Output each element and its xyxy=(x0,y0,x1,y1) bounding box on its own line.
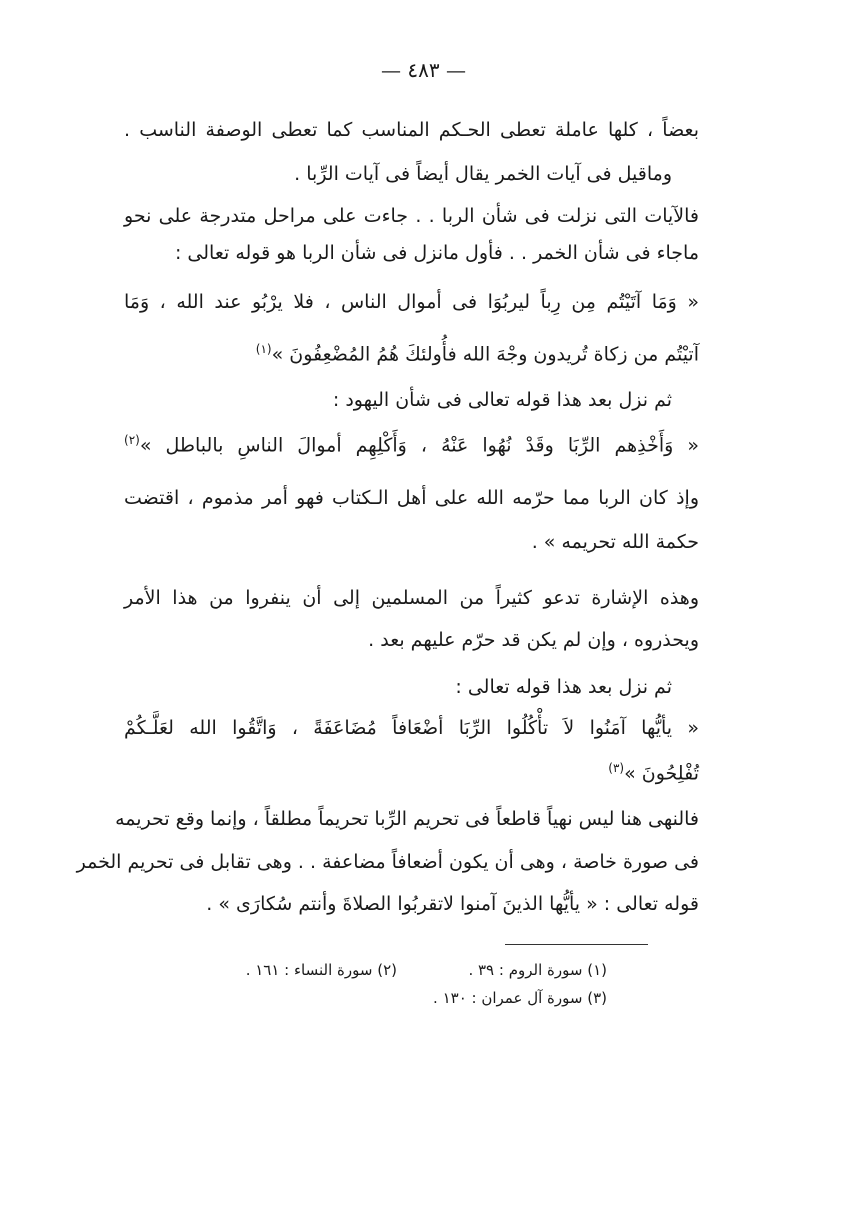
text-line-1: بعضاً ، كلها عاملة تعطى الحـكم المناسب كما تعطى الوصفة الناسب . xyxy=(124,119,699,141)
quote-line-5-text: تُفْلِحُونَ » xyxy=(624,762,699,785)
text-line-7: حكمة الله تحريمه » . xyxy=(531,531,699,553)
quote-line-1: « وَمَا آتَيْتُم مِن رِباً ليربُوَا فى أموال الناس ، فلا يرْبُو عند الله ، وَمَا xyxy=(124,291,699,313)
page-number: — ٤٨٣ — xyxy=(381,58,466,82)
quote-line-3-text: « وَأَخْذِهم الرِّبَا وقَدْ نُهُوا عَنْهُ ، وَأَكْلِهِم أموالَ الناسِ بالباطل » xyxy=(139,434,699,457)
text-line-4: ماجاء فى شأن الخمر . . فأول مانزل فى شأن الربا هو قوله تعالى : xyxy=(174,242,699,264)
footnote-ref-2[interactable]: (٢) xyxy=(124,433,140,447)
text-line-9: ويحذروه ، وإن لم يكن قد حرّم عليهم بعد . xyxy=(368,629,699,651)
quote-line-4: « يأيُّها آمَنُوا لاَ تأْكُلُوا الرِّبَا أضْعَافاً مُضَاعَفَةً ، وَاتَّقُوا الله لعَلَّـكُمْ xyxy=(124,717,699,739)
quote-line-3 xyxy=(124,426,699,459)
footnote-ref-3[interactable]: (٣) xyxy=(608,761,625,775)
text-line-2: وماقيل فى آيات الخمر يقال أيضاً فى آيات الرِّبا . xyxy=(294,163,672,185)
footnote-2: (٢) سورة النساء : ١٦١ . xyxy=(245,961,397,979)
text-line-8: وهذه الإشارة تدعو كثيراً من المسلمين إلى أن ينفروا من هذا الأمر xyxy=(124,587,699,609)
text-line-3: فالآيات التى نزلت فى شأن الربا . . جاءت على مراحل متدرجة على نحو xyxy=(124,205,699,227)
text-line-5: ثم نزل بعد هذا قوله تعالى فى شأن اليهود : xyxy=(332,389,672,411)
text-line-11: فالنهى هنا ليس نهياً قاطعاً فى تحريم الرِّبا تحريماً مطلقاً ، وإنما وقع تحريمه xyxy=(115,808,699,830)
text-line-13: قوله تعالى : « يأيُّها الذينَ آمنوا لاتقربُوا الصلاةَ وأنتم سُكارَى » . xyxy=(206,893,699,915)
footnote-1: (١) سورة الروم : ٣٩ . xyxy=(468,961,607,979)
text-line-6: وإذ كان الربا مما حرّمه الله على أهل الـكتاب فهو أمر مذموم ، اقتضت xyxy=(124,487,699,509)
footnote-ref-1[interactable]: (١) xyxy=(255,342,272,356)
quote-line-2 xyxy=(256,335,699,368)
quote-line-5 xyxy=(608,754,699,787)
text-line-10: ثم نزل بعد هذا قوله تعالى : xyxy=(455,676,672,698)
text-line-12: فى صورة خاصة ، وهى أن يكون أضعافاً مضاعفة . . وهى تقابل فى تحريم الخمر xyxy=(76,851,699,873)
footnote-divider xyxy=(505,944,648,945)
footnote-3: (٣) سورة آل عمران : ١٣٠ . xyxy=(433,989,607,1007)
quote-line-2-text: آتيْتُم من زكاة تُريدون وجْهَ الله فأُولئكَ هُمُ المُضْعِفُونَ » xyxy=(271,343,699,366)
